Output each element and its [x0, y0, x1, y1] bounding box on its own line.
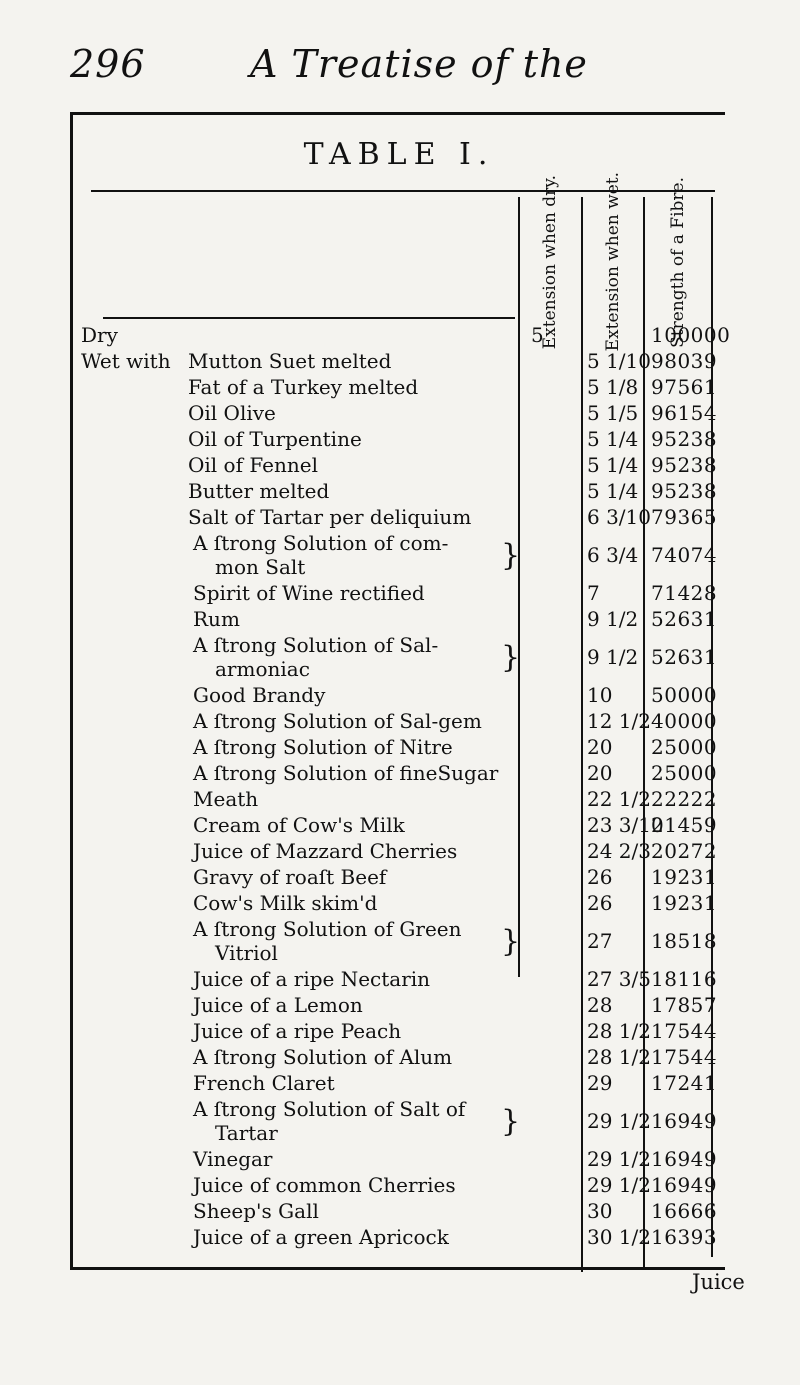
column-header-wet: [584, 172, 642, 352]
row-label: A ſtrong Solution of Green: [193, 917, 462, 941]
column-header-dry: [521, 174, 579, 350]
extension-wet-value: 5 1/4: [587, 453, 639, 477]
table-frame: [70, 112, 731, 1270]
strength-value: 22222: [651, 787, 718, 811]
extension-wet-value: 9 1/2: [587, 645, 639, 669]
extension-wet-value: 20: [587, 735, 613, 759]
extension-wet-value: 12 1/2: [587, 709, 651, 733]
row-label-continued: Vitriol: [215, 941, 278, 965]
running-title: A Treatise of the: [250, 42, 588, 86]
row-label: A ſtrong Solution of Sal-gem: [193, 709, 482, 733]
extension-wet-value: 28: [587, 993, 613, 1017]
strength-value: 16949: [651, 1147, 718, 1171]
row-label: A ſtrong Solution of Salt of: [193, 1097, 466, 1121]
row-label: Gravy of roaſt Beef: [193, 865, 387, 889]
extension-wet-value: 26: [587, 865, 613, 889]
extension-wet-value: 24 2/3: [587, 839, 651, 863]
extension-wet-value: 5 1/5: [587, 401, 639, 425]
row-label: Juice of Mazzard Cherries: [193, 839, 458, 863]
catchword: Juice: [692, 1270, 745, 1294]
column-header-dry-label: Extension when dry.: [540, 174, 560, 350]
row-label-continued: mon Salt: [215, 555, 306, 579]
column-rule: [518, 197, 520, 977]
header-rule: [103, 317, 515, 319]
row-label: A ſtrong Solution of Alum: [193, 1045, 453, 1069]
strength-value: 20272: [651, 839, 718, 863]
strength-value: 16949: [651, 1173, 718, 1197]
strength-value: 18518: [651, 929, 718, 953]
strength-value: 71428: [651, 581, 718, 605]
extension-dry-value: 5: [531, 323, 544, 347]
row-label: Juice of common Cherries: [193, 1173, 456, 1197]
extension-wet-value: 20: [587, 761, 613, 785]
strength-value: 19231: [651, 891, 718, 915]
row-label: Spirit of Wine rectified: [193, 581, 425, 605]
extension-wet-value: 5 1/8: [587, 375, 639, 399]
strength-value: 17241: [651, 1071, 718, 1095]
extension-wet-value: 5 1/10: [587, 349, 651, 373]
row-label: Oil Olive: [188, 401, 276, 425]
strength-value: 18116: [651, 967, 718, 991]
column-header-wet-label: Extension when wet.: [603, 172, 623, 352]
row-label: Vinegar: [193, 1147, 273, 1171]
extension-wet-value: 29 1/2: [587, 1147, 651, 1171]
extension-wet-value: 9 1/2: [587, 607, 639, 631]
row-label: Fat of a Turkey melted: [188, 375, 419, 399]
row-label: Cream of Cow's Milk: [193, 813, 405, 837]
strength-value: 17544: [651, 1045, 718, 1069]
strength-value: 17544: [651, 1019, 718, 1043]
brace-icon: }: [501, 924, 521, 959]
page-header: [70, 42, 770, 92]
strength-value: 16949: [651, 1109, 718, 1133]
extension-wet-value: 28 1/2: [587, 1045, 651, 1069]
row-label: Oil of Fennel: [188, 453, 318, 477]
strength-value: 98039: [651, 349, 718, 373]
strength-value: 21459: [651, 813, 718, 837]
extension-wet-value: 27 3/5: [587, 967, 651, 991]
strength-value: 52631: [651, 645, 718, 669]
row-label: Meath: [193, 787, 259, 811]
strength-value: 79365: [651, 505, 718, 529]
extension-wet-value: 5 1/4: [587, 427, 639, 451]
strength-value: 96154: [651, 401, 718, 425]
extension-wet-value: 5 1/4: [587, 479, 639, 503]
brace-icon: }: [501, 1104, 521, 1139]
column-header-strength-label: Strength of a Fibre.: [668, 176, 688, 348]
strength-value: 17857: [651, 993, 718, 1017]
page-number: 296: [70, 42, 146, 86]
strength-value: 95238: [651, 453, 718, 477]
extension-wet-value: 29: [587, 1071, 613, 1095]
extension-wet-value: 30 1/2: [587, 1225, 651, 1249]
row-label: Rum: [193, 607, 240, 631]
row-label: Juice of a green Apricock: [193, 1225, 449, 1249]
row-label: Juice of a Lemon: [193, 993, 363, 1017]
strength-value: 74074: [651, 543, 718, 567]
row-label: A ſtrong Solution of Nitre: [193, 735, 453, 759]
row-label: Butter melted: [188, 479, 330, 503]
row-label-continued: Tartar: [215, 1121, 278, 1145]
extension-wet-value: 22 1/2: [587, 787, 651, 811]
extension-wet-value: 7: [587, 581, 600, 605]
row-label: French Claret: [193, 1071, 335, 1095]
strength-value: 52631: [651, 607, 718, 631]
extension-wet-value: 28 1/2: [587, 1019, 651, 1043]
row-label: Oil of Turpentine: [188, 427, 362, 451]
extension-wet-value: 30: [587, 1199, 613, 1223]
extension-wet-value: 26: [587, 891, 613, 915]
extension-wet-value: 29 1/2: [587, 1173, 651, 1197]
strength-value: 16393: [651, 1225, 718, 1249]
extension-wet-value: 6 3/10: [587, 505, 651, 529]
strength-value: 95238: [651, 427, 718, 451]
brace-icon: }: [501, 538, 521, 573]
strength-value: 19231: [651, 865, 718, 889]
row-label: Sheep's Gall: [193, 1199, 319, 1223]
row-label: Mutton Suet melted: [188, 349, 392, 373]
row-label: A ſtrong Solution of fineSugar: [193, 761, 499, 785]
strength-value: 95238: [651, 479, 718, 503]
strength-value: 50000: [651, 683, 718, 707]
extension-wet-value: 27: [587, 929, 613, 953]
row-label: A ſtrong Solution of Sal-: [193, 633, 439, 657]
extension-wet-value: 23 3/10: [587, 813, 664, 837]
row-label: Salt of Tartar per deliquium: [188, 505, 472, 529]
row-label: Cow's Milk skim'd: [193, 891, 378, 915]
extension-wet-value: 10: [587, 683, 613, 707]
row-prefix: Dry: [81, 323, 118, 347]
row-label: A ſtrong Solution of com-: [193, 531, 449, 555]
strength-value: 16666: [651, 1199, 718, 1223]
table-title: TABLE I.: [303, 137, 495, 172]
row-label: Juice of a ripe Nectarin: [193, 967, 431, 991]
row-label: Good Brandy: [193, 683, 326, 707]
strength-value: 100000: [651, 323, 731, 347]
extension-wet-value: 6 3/4: [587, 543, 639, 567]
column-rule: [581, 197, 583, 1272]
row-label-continued: armoniac: [215, 657, 310, 681]
strength-value: 25000: [651, 761, 718, 785]
row-label: Juice of a ripe Peach: [193, 1019, 402, 1043]
extension-wet-value: 29 1/2: [587, 1109, 651, 1133]
strength-value: 97561: [651, 375, 718, 399]
strength-value: 40000: [651, 709, 718, 733]
strength-value: 25000: [651, 735, 718, 759]
row-prefix: Wet with: [81, 349, 171, 373]
brace-icon: }: [501, 640, 521, 675]
